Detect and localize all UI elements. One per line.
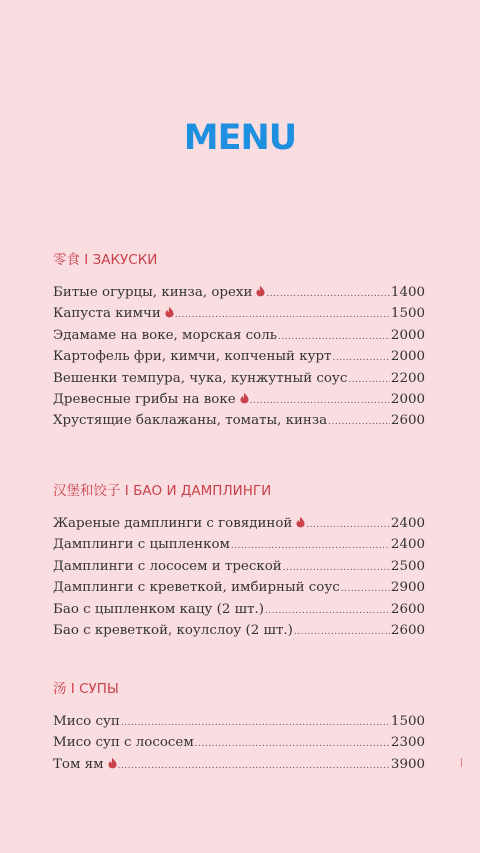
item-name-text: Бао с креветкой, коулслоу (2 шт.) — [53, 622, 293, 638]
item-name — [53, 325, 277, 346]
menu-item — [53, 754, 425, 775]
menu-item — [53, 389, 425, 410]
dot-leader — [266, 284, 390, 305]
item-name — [53, 754, 117, 775]
item-name-text: Дамплинги с цыпленком — [53, 537, 230, 553]
item-name-text: Мисо суп — [53, 714, 120, 729]
item-name-text: Бао с цыпленком кацу (2 шт.) — [53, 601, 264, 617]
dot-leader — [348, 370, 390, 391]
item-name — [53, 346, 331, 367]
menu-item — [53, 325, 425, 346]
item-name-text: Эдамаме на воке, морская соль — [53, 327, 278, 343]
item-price: 2000 — [390, 391, 425, 407]
item-name-text: Капуста кимчи — [53, 306, 161, 322]
item-name-text: Вешенки темпура, чука, кунжутный соус — [53, 370, 348, 386]
item-name — [53, 368, 347, 389]
menu-item — [53, 303, 425, 324]
dot-leader — [265, 601, 390, 622]
menu-item — [53, 599, 425, 620]
dot-leader — [250, 391, 390, 412]
item-price: 2000 — [390, 327, 425, 343]
menu-item — [53, 513, 425, 534]
menu-item — [53, 577, 425, 598]
dot-leader — [175, 305, 390, 326]
item-list — [53, 513, 425, 641]
dot-leader — [328, 412, 390, 433]
item-name — [53, 711, 120, 732]
flame-icon — [296, 516, 305, 528]
dot-leader — [306, 515, 390, 536]
item-list — [53, 711, 425, 775]
item-price: 2600 — [390, 413, 425, 429]
dot-leader — [294, 622, 390, 643]
menu-item — [53, 346, 425, 367]
section-soups — [53, 678, 425, 775]
section-heading: 汉堡和饺子 I БАО И ДАМПЛИНГИ — [53, 483, 272, 499]
dot-leader — [341, 579, 390, 600]
item-name — [53, 620, 293, 641]
item-name — [53, 732, 194, 753]
section-heading: 汤 I СУПЫ — [53, 681, 119, 697]
item-price: 2400 — [390, 537, 425, 553]
section-bao-dumplings — [53, 480, 425, 641]
flame-icon — [165, 306, 174, 318]
dot-leader — [332, 348, 389, 369]
item-price: 2200 — [390, 370, 425, 386]
menu-item — [53, 282, 425, 303]
dot-leader — [283, 558, 390, 579]
dot-leader — [278, 327, 390, 348]
item-price: 2300 — [390, 735, 425, 751]
edge-marker — [461, 758, 462, 767]
item-name-text: Хрустящие баклажаны, томаты, кинза — [53, 413, 328, 429]
item-price: 2600 — [390, 622, 425, 638]
section-snacks — [53, 249, 425, 432]
dot-leader — [231, 536, 390, 557]
item-price: 2900 — [390, 580, 425, 596]
flame-icon — [256, 285, 265, 297]
menu-item — [53, 534, 425, 555]
item-price: 2600 — [390, 601, 425, 617]
menu-item — [53, 410, 425, 431]
item-name-text: Жареные дамплинги с говядиной — [53, 516, 293, 531]
menu-item — [53, 368, 425, 389]
item-price: 1500 — [390, 714, 425, 729]
menu-item — [53, 556, 425, 577]
dot-leader — [121, 713, 390, 734]
item-price: 1500 — [390, 306, 425, 322]
item-name — [53, 556, 282, 577]
item-name — [53, 577, 340, 598]
menu-item — [53, 620, 425, 641]
item-name-text: Мисо суп с лососем — [53, 735, 194, 751]
item-name — [53, 389, 249, 410]
item-name-text: Картофель фри, кимчи, копченый курт — [53, 349, 332, 365]
item-name-text: Дамплинги с креветкой, имбирный соус — [53, 580, 340, 596]
item-name — [53, 513, 305, 534]
dot-leader — [195, 734, 390, 755]
item-list — [53, 282, 425, 432]
item-name-text: Древесные грибы на воке — [53, 391, 236, 407]
menu-item — [53, 732, 425, 753]
item-name-text: Битые огурцы, кинза, орехи — [53, 285, 253, 300]
item-name — [53, 303, 174, 324]
menu-item — [53, 711, 425, 732]
item-name — [53, 599, 264, 620]
item-price: 2000 — [390, 349, 425, 365]
item-name — [53, 282, 265, 303]
section-heading: 零食 I ЗАКУСКИ — [53, 252, 158, 268]
item-price: 3900 — [390, 756, 425, 772]
item-price: 2400 — [390, 516, 425, 531]
menu-title: MENU — [183, 118, 297, 158]
flame-icon — [108, 757, 117, 769]
item-name-text: Дамплинги с лососем и треской — [53, 558, 282, 574]
item-name — [53, 534, 230, 555]
item-name — [53, 410, 327, 431]
item-name-text: Том ям — [53, 756, 104, 772]
item-price: 2500 — [390, 558, 425, 574]
dot-leader — [118, 756, 390, 777]
item-price: 1400 — [390, 285, 425, 300]
flame-icon — [240, 392, 249, 404]
